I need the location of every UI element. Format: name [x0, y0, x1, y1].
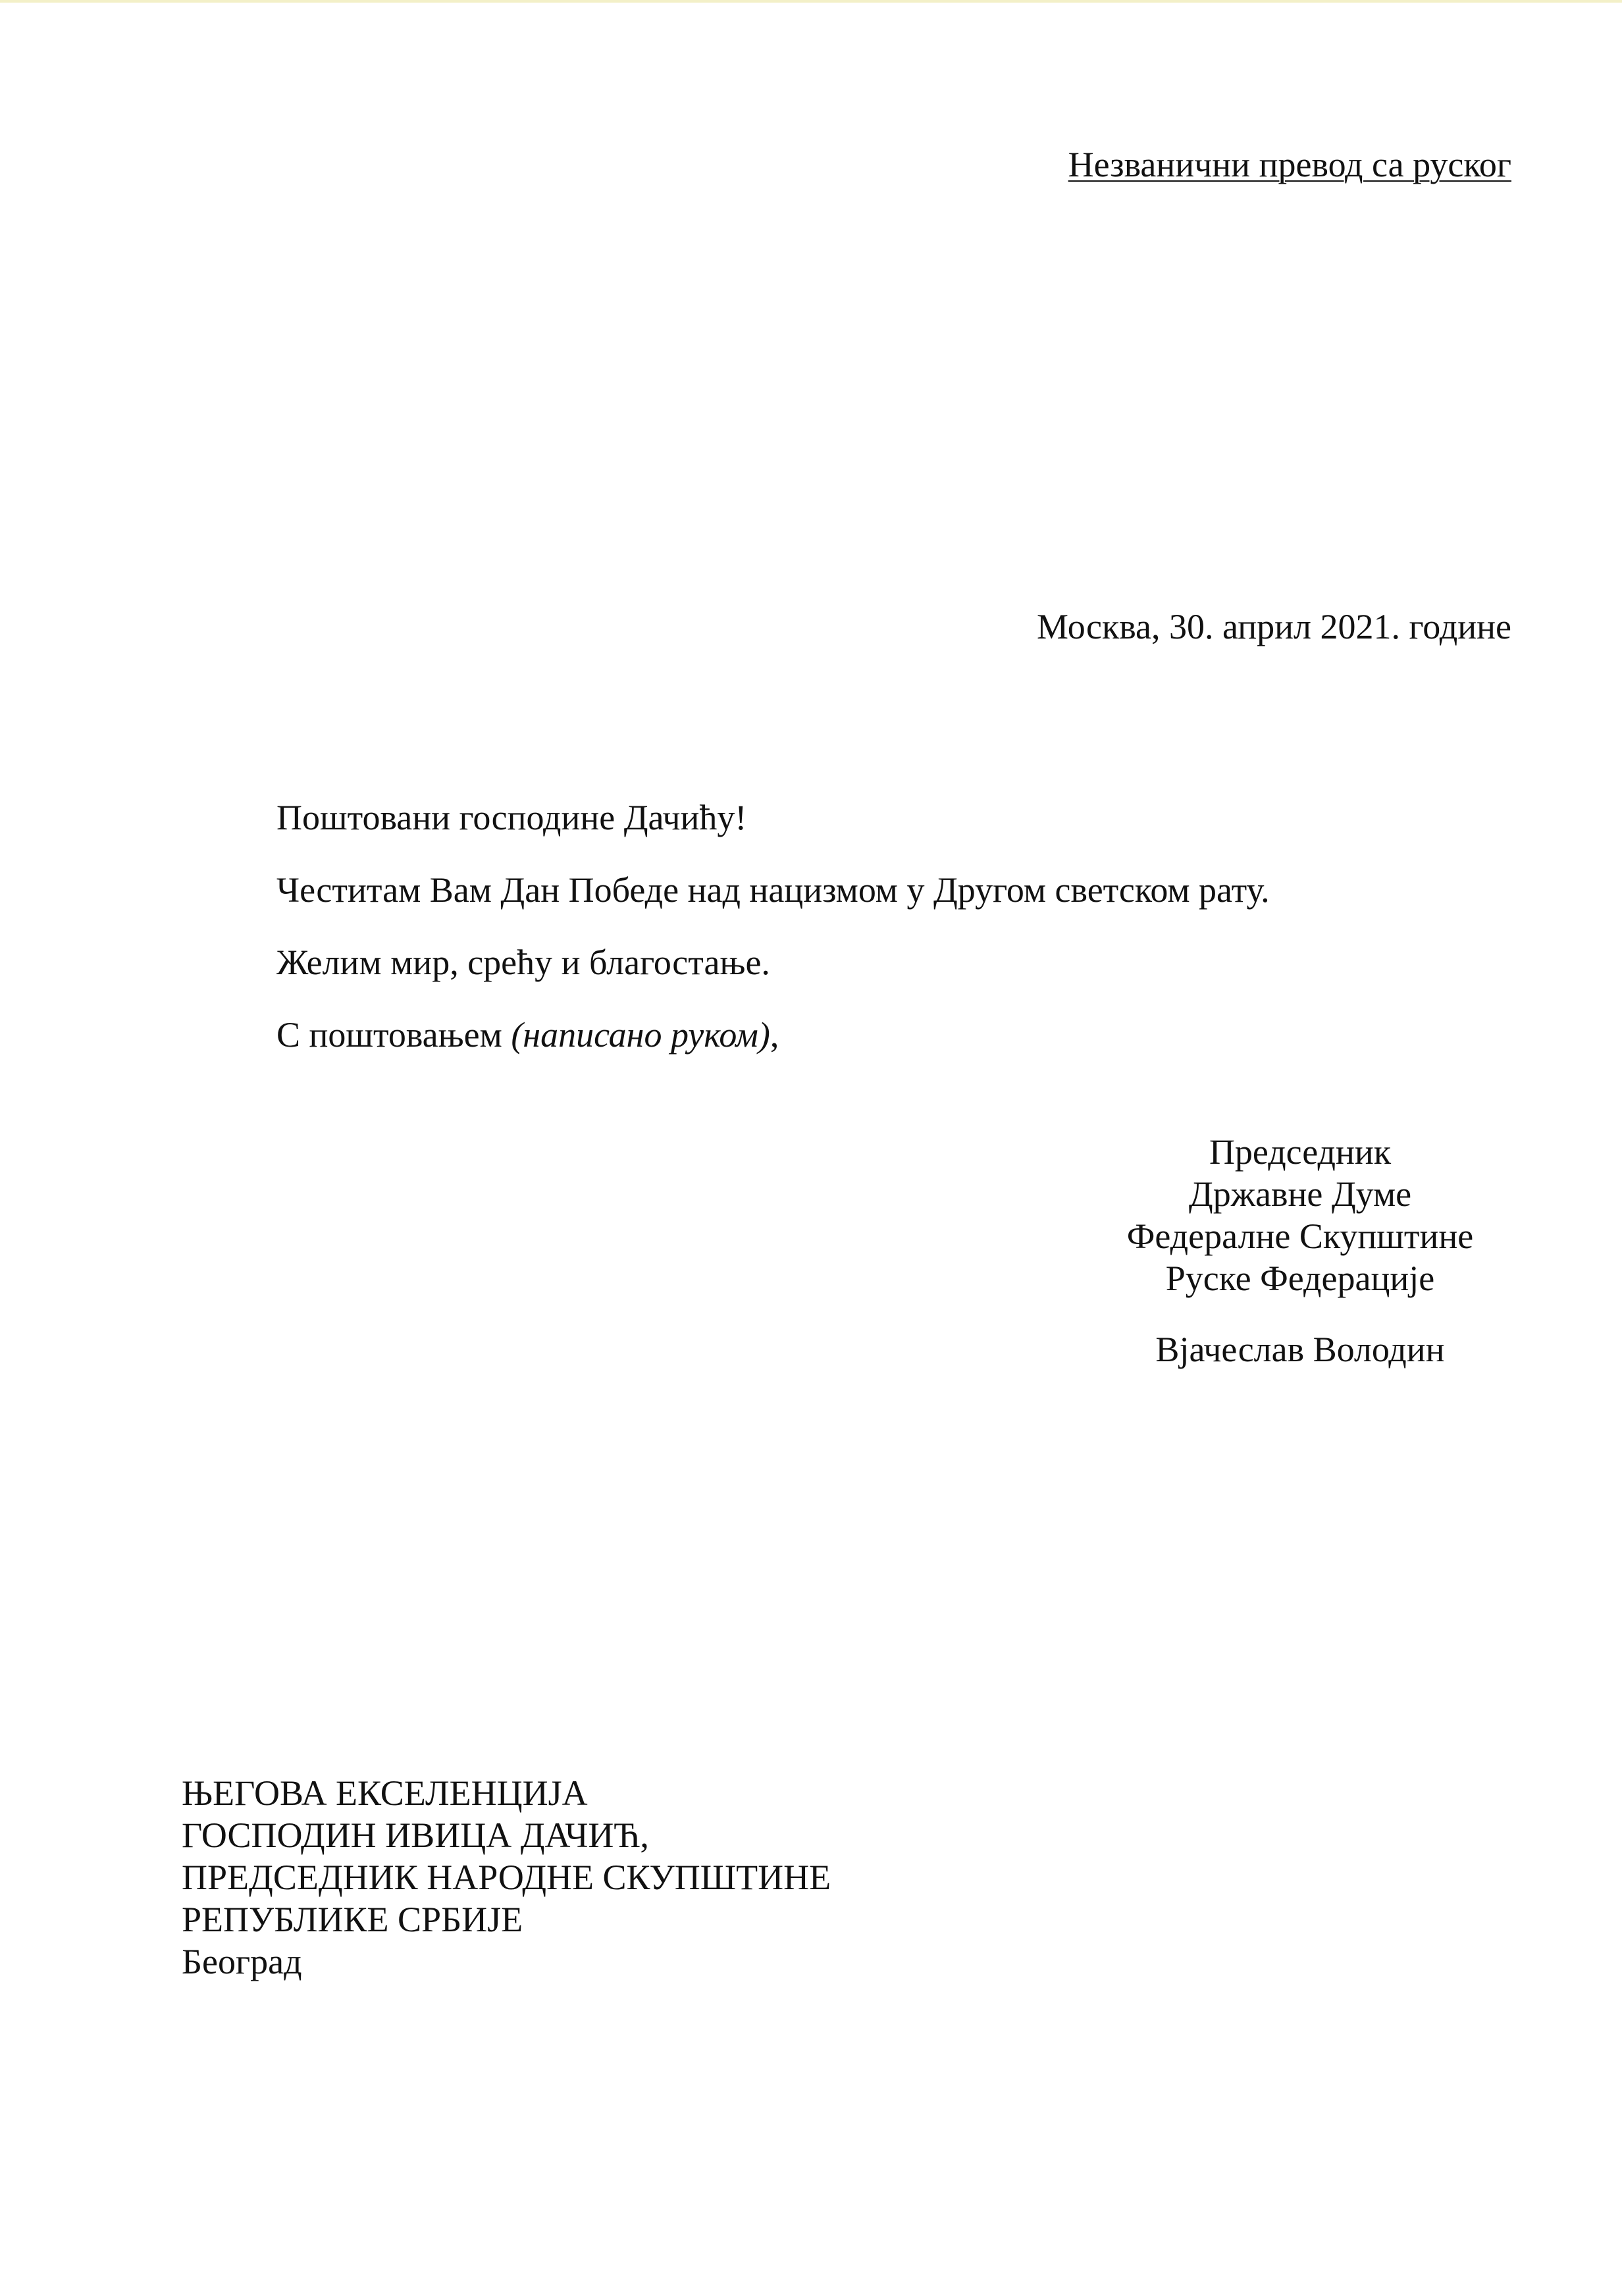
signature-title-line: Председник: [1209, 1132, 1392, 1172]
salutation: Поштовани господине Дачићу!: [276, 798, 747, 837]
addressee-line: ЊЕГОВА ЕКСЕЛЕНЦИЈА: [182, 1773, 588, 1813]
closing-line: [276, 1014, 1270, 1086]
addressee-block: [182, 1772, 831, 1983]
closing-suffix: ,: [770, 1015, 779, 1055]
date-line: Москва, 30. април 2021. године: [1037, 607, 1511, 646]
addressee-city: Београд: [182, 1942, 302, 1981]
addressee-line: РЕПУБЛИКЕ СРБИЈЕ: [182, 1900, 523, 1939]
addressee-line: ГОСПОДИН ИВИЦА ДАЧИЋ,: [182, 1815, 649, 1855]
signature-title-line: Федералне Скупштине: [1126, 1216, 1474, 1256]
signature-block: [1080, 1131, 1521, 1370]
translation-note: Незванични превод са руског: [1068, 145, 1511, 184]
wishes-line: Желим мир, срећу и благостање.: [276, 943, 770, 982]
addressee-line: ПРЕДСЕДНИК НАРОДНЕ СКУПШТИНЕ: [182, 1858, 831, 1897]
signature-title-line: Руске Федерације: [1165, 1259, 1435, 1298]
letter-body: [276, 796, 1270, 1086]
signature-title-line: Државне Думе: [1188, 1174, 1412, 1214]
scan-top-edge: [0, 0, 1622, 3]
congratulation-line: Честитам Вам Дан Победе над нацизмом у Другом светском рату.: [276, 870, 1270, 910]
closing-prefix: С поштовањем: [276, 1015, 511, 1055]
signatory-name: Вјачеслав Володин: [1155, 1330, 1445, 1369]
closing-handwritten-note: (написано руком): [511, 1015, 770, 1055]
